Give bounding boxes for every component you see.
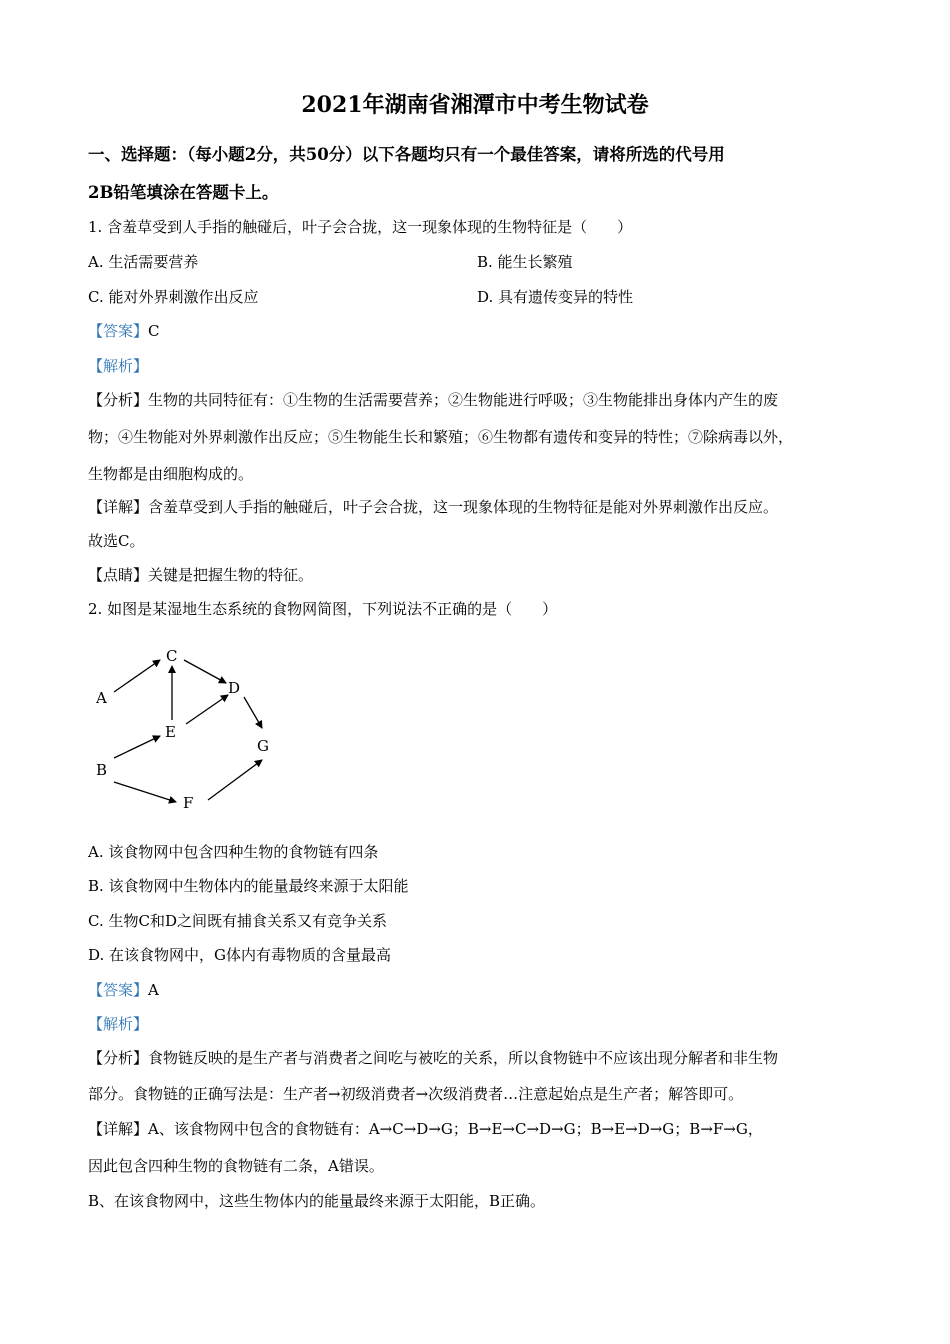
q1-xiangjie-line1 — [88, 497, 778, 517]
q2-option-b: B. 该食物网中生物体内的能量最终来源于太阳能 — [88, 877, 409, 895]
q2-option-d: D. 在该食物网中，G体内有毒物质的含量最高 — [88, 946, 392, 964]
q1-fenxi-line2: 物；④生物能对外界刺激作出反应；⑤生物能生长和繁殖；⑥生物都有遗传和变异的特性；⑦除病毒以外， — [88, 428, 794, 446]
node-b: B — [96, 761, 108, 779]
node-c: C — [166, 647, 178, 665]
edge-b-e — [114, 736, 160, 758]
fenxi-text: 生物的共同特征有：①生物的生活需要营养；②生物能进行呼吸；③生物能排出身体内产生的废 — [148, 391, 779, 409]
fenxi-tag: 【分析】 — [88, 391, 149, 409]
q2-fenxi-line1 — [88, 1048, 778, 1068]
xiangjie-text: 含羞草受到人手指的触碰后，叶子会合拢，这一现象体现的生物特征是能对外界刺激作出反应。 — [148, 498, 779, 516]
answer-value: C — [148, 322, 160, 340]
edge-c-d — [184, 660, 226, 683]
node-g: G — [257, 737, 269, 755]
dianjing-tag: 【点睛】 — [88, 566, 149, 584]
q2-fenxi-line2: 部分。食物链的正确写法是：生产者→初级消费者→次级消费者…注意起始点是生产者；解答即可。 — [88, 1085, 744, 1103]
q2-stem: 2. 如图是某湿地生态系统的食物网简图，下列说法不正确的是（ ） — [88, 600, 558, 618]
section-heading-line2: 2B铅笔填涂在答题卡上。 — [88, 183, 279, 202]
fenxi-text: 食物链反映的是生产者与消费者之间吃与被吃的关系，所以食物链中不应该出现分解者和非生物 — [148, 1049, 779, 1067]
q2-option-c: C. 生物C和D之间既有捕食关系又有竞争关系 — [88, 912, 387, 930]
q1-fenxi-line3: 生物都是由细胞构成的。 — [88, 465, 254, 483]
edge-a-c — [114, 660, 160, 692]
edge-b-f — [114, 782, 176, 802]
page-title: 2021年湖南省湘潭市中考生物试卷 — [301, 92, 649, 118]
q1-dianjing — [88, 565, 313, 585]
q1-option-b: B. 能生长繁殖 — [477, 253, 573, 271]
q1-xiangjie-line2: 故选C。 — [88, 532, 145, 550]
q1-analysis-tag: 【解析】 — [88, 357, 149, 375]
q2-answer — [88, 980, 159, 1000]
node-e: E — [165, 723, 176, 741]
q2-xiangjie-line2: 因此包含四种生物的食物链有二条，A错误。 — [88, 1157, 384, 1175]
q1-answer — [88, 321, 160, 341]
food-web-diagram — [88, 640, 288, 820]
node-d: D — [228, 679, 241, 697]
q1-option-c: C. 能对外界刺激作出反应 — [88, 288, 259, 306]
q1-option-d: D. 具有遗传变异的特性 — [477, 288, 634, 306]
q1-option-a: A. 生活需要营养 — [88, 253, 199, 271]
q2-xiangjie-line1 — [88, 1119, 763, 1139]
q2-analysis-tag: 【解析】 — [88, 1015, 149, 1033]
q2-option-a: A. 该食物网中包含四种生物的食物链有四条 — [88, 843, 379, 861]
node-f: F — [183, 794, 194, 812]
node-a: A — [96, 689, 107, 707]
xiangjie-tag: 【详解】 — [88, 498, 149, 516]
answer-tag: 【答案】 — [88, 322, 149, 340]
edge-f-g — [208, 760, 262, 800]
section-heading-line1: 一、选择题：（每小题2分，共50分）以下各题均只有一个最佳答案，请将所选的代号用 — [88, 145, 725, 164]
q2-xiangjie-line3: B、在该食物网中，这些生物体内的能量最终来源于太阳能，B正确。 — [88, 1192, 546, 1210]
answer-tag: 【答案】 — [88, 981, 149, 999]
q1-stem: 1. 含羞草受到人手指的触碰后，叶子会合拢，这一现象体现的生物特征是（ ） — [88, 218, 633, 236]
edge-d-g — [244, 697, 262, 728]
q1-fenxi-line1 — [88, 390, 778, 410]
xiangjie-text: A、该食物网中包含的食物链有：A→C→D→G；B→E→C→D→G；B→E→D→G；B→F→G， — [148, 1120, 763, 1138]
answer-value: A — [148, 981, 159, 999]
xiangjie-tag: 【详解】 — [88, 1120, 149, 1138]
edge-e-d — [186, 695, 228, 724]
fenxi-tag: 【分析】 — [88, 1049, 149, 1067]
dianjing-text: 关键是把握生物的特征。 — [148, 566, 314, 584]
